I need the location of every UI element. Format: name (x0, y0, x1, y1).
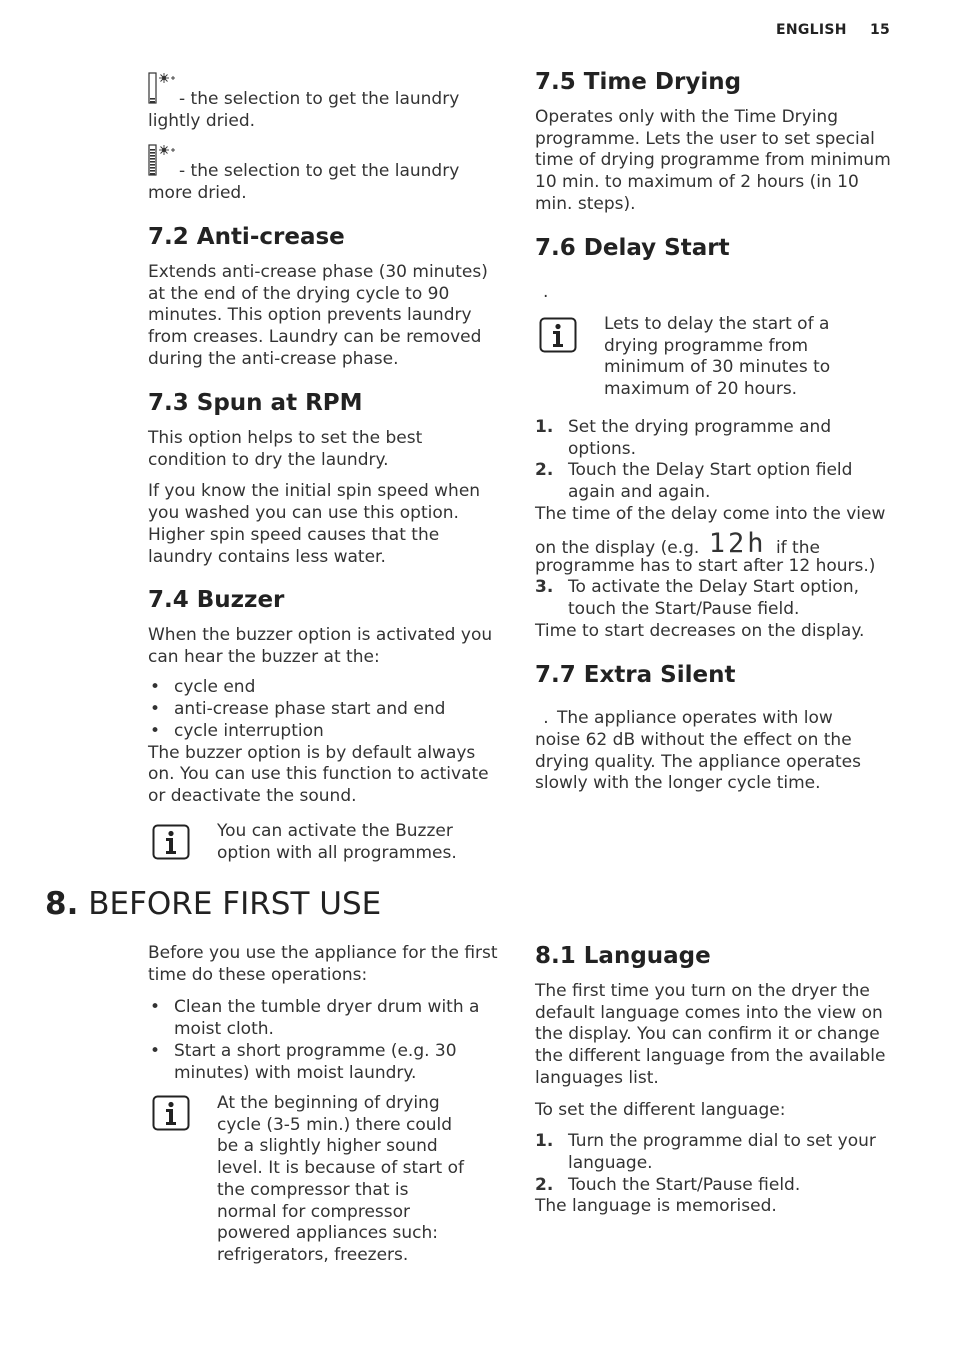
section-7-4-title: 7.4 Buzzer (148, 587, 285, 613)
section-7-7 (535, 661, 895, 689)
section-7-5 (535, 68, 895, 216)
buzzer-list (148, 677, 503, 742)
section-7-4-after: The buzzer option is by default always on. You can use this function to activate or deactivate the sound. (148, 742, 489, 806)
before-first-use (148, 943, 503, 1084)
delay-steps (535, 417, 880, 504)
section-7-3-title: 7.3 Spun at RPM (148, 390, 363, 416)
dry-level-more-text: - the selection to get the laundry more dried. (148, 161, 460, 203)
header-language: ENGLISH (776, 22, 847, 38)
delay-info-text: Lets to delay the start of a drying programme from minimum of 30 minutes to maximum of 20 hours. (604, 314, 831, 400)
list-item: • cycle end (148, 677, 503, 699)
section-8-1-p2: To set the different language: (535, 1099, 786, 1120)
lightly-dried-icon (148, 72, 178, 106)
section-7-7-title: 7.7 Extra Silent (535, 662, 736, 688)
buzzer-info-text: You can activate the Buzzer option with all programmes. (217, 821, 457, 863)
section-7-7-body-1: . The appliance operates with low (543, 708, 833, 728)
section-7-2-title: 7.2 Anti-crease (148, 224, 345, 250)
section-7-4 (148, 586, 503, 808)
section-7-3-p2: If you know the initial spin speed when you washed you can use this option. Higher spin speed causes that the laundry contains less water. (148, 481, 481, 567)
section-7-3-p1: This option helps to set the best condition to dry the laundry. (148, 428, 423, 470)
section-8-1-after: The language is memorised. (535, 1196, 777, 1217)
section-7-7-body-2: noise 62 dB without the effect on the drying quality. The appliance operates slowly with the longer cycle time. (535, 730, 861, 794)
section-7-4-intro: When the buzzer option is activated you can hear the buzzer at the: (148, 625, 493, 667)
list-item: 1. Turn the programme dial to set your language. (535, 1131, 876, 1173)
delay-step-3 (535, 577, 880, 620)
delay-mid-2: on the display (e.g. 12h if the (535, 528, 820, 559)
dry-level-lightly (148, 72, 478, 132)
delay-mid-3: programme has to start after 12 hours.) (535, 556, 876, 576)
section-7-5-body: Operates only with the Time Drying programme. Lets the user to set special time of drying programme from minimum 10 min. to maximum of 2 hours (in 10 min. steps). (535, 107, 891, 214)
first-use-info-text: At the beginning of drying cycle (3-5 min.) there could be a slightly higher sound level. It is because of start of the compressor that is normal for compressor powered appliances such: refrigerators, freezers. (217, 1093, 464, 1265)
before-first-use-list (148, 997, 503, 1084)
section-7-2-body: Extends anti-crease phase (30 minutes) at the end of the drying cycle to 90 minutes. This option prevents laundry from creases. Laundry can be removed during the anti-crease phase. (148, 262, 488, 369)
list-item: 1. Set the drying programme and options. (535, 417, 832, 459)
list-item: 2. Touch the Delay Start option field again and again. (535, 460, 853, 503)
delay-mid-1: The time of the delay come into the view (535, 504, 886, 524)
section-8-1-p1: The first time you turn on the dryer the default language comes into the view on the display. You can confirm it or change the different language from the available languages list. (535, 981, 886, 1088)
chapter-8-title: 8. BEFORE FIRST USE (45, 886, 382, 922)
page-number: 15 (870, 22, 891, 38)
section-7-6 (535, 234, 895, 262)
dry-level-lightly-text: - the selection to get the laundry lightly dried. (148, 89, 460, 131)
language-steps (535, 1131, 880, 1196)
delay-after: Time to start decreases on the display. (535, 621, 865, 641)
list-item: • Start a short programme (e.g. 30 minutes) with moist laundry. (148, 1041, 503, 1084)
section-7-5-title: 7.5 Time Drying (535, 69, 742, 95)
stray-dot: . (543, 282, 549, 302)
list-item: 3. To activate the Delay Start option, touch the Start/Pause field. (535, 577, 860, 619)
list-item: • Clean the tumble dryer drum with a moist cloth. (148, 997, 503, 1040)
list-item: 2. Touch the Start/Pause field. (535, 1174, 801, 1195)
display-12h-readout: 12h (708, 528, 767, 559)
section-8-1-title: 8.1 Language (535, 943, 711, 969)
info-icon (539, 317, 577, 357)
section-7-3 (148, 389, 493, 568)
list-item: • cycle interruption (148, 721, 503, 743)
list-item: • anti-crease phase start and end (148, 699, 503, 721)
info-icon (152, 824, 190, 864)
section-7-2 (148, 223, 508, 371)
section-7-6-title: 7.6 Delay Start (535, 235, 730, 261)
more-dried-icon (148, 144, 178, 178)
dry-level-more (148, 144, 478, 204)
section-8-1 (535, 942, 895, 1218)
info-icon (152, 1095, 190, 1135)
before-first-use-intro: Before you use the appliance for the first time do these operations: (148, 943, 498, 985)
